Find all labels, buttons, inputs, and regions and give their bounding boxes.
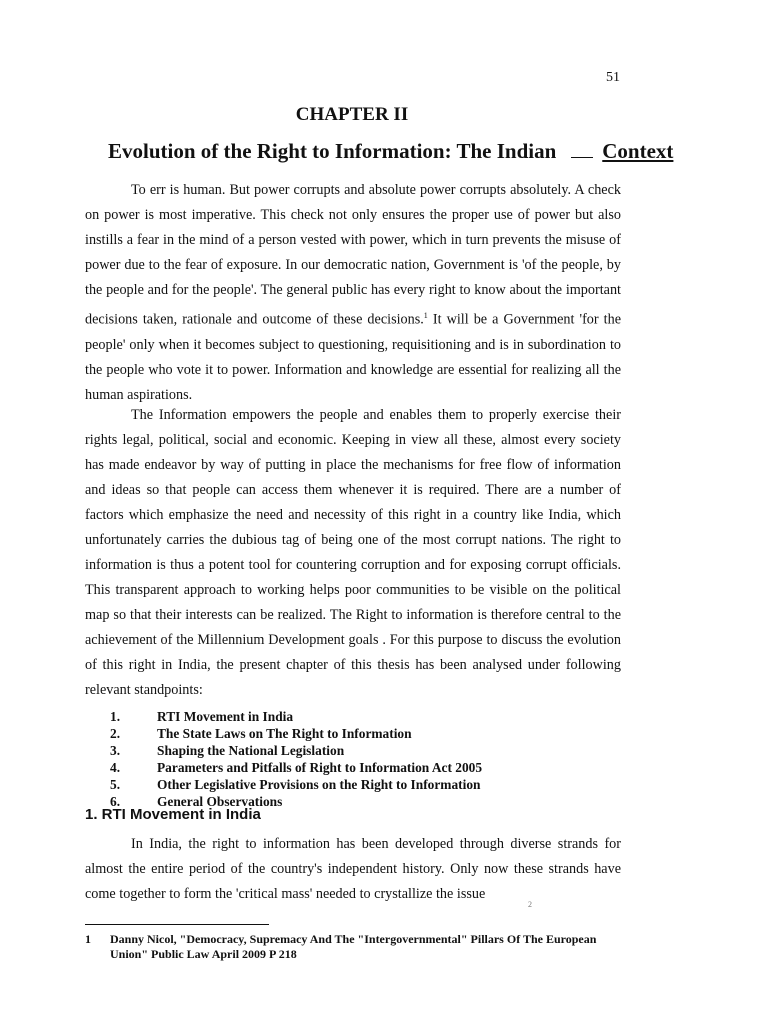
section-heading: 1. RTI Movement in India — [85, 806, 261, 823]
body-paragraph-1 — [85, 178, 621, 408]
list-item — [85, 725, 621, 742]
list-item — [85, 708, 621, 725]
list-item-number: 6. — [110, 794, 121, 809]
list-item-number: 5. — [110, 777, 121, 792]
list-item-text: RTI Movement in India — [157, 709, 294, 724]
list-item-text: The State Laws on The Right to Information — [157, 726, 412, 741]
page-number: 51 — [606, 70, 620, 85]
footnote-text: Danny Nicol, "Democracy, Supremacy And The "Intergovernmental" Pillars Of The European Union" Public Law April 2009 P 218 — [110, 932, 597, 961]
body-paragraph-2 — [85, 403, 621, 703]
list-item-number: 3. — [110, 743, 121, 758]
list-item-number: 2. — [110, 726, 121, 741]
list-item-number: 4. — [110, 760, 121, 775]
footnote-divider — [85, 924, 269, 925]
list-item — [85, 759, 621, 776]
chapter-title-main: Evolution of the Right to Information: The Indian — [108, 139, 557, 163]
list-item-text: Parameters and Pitfalls of Right to Information Act 2005 — [157, 760, 483, 775]
footnote-reference: 1 — [423, 311, 428, 320]
stray-mark: 2 — [528, 900, 532, 909]
list-item — [85, 776, 621, 793]
body-paragraph-3 — [85, 832, 621, 907]
standpoints-list — [85, 708, 621, 810]
list-item-number: 1. — [110, 709, 121, 724]
list-item — [85, 742, 621, 759]
list-item-text: Other Legislative Provisions on the Right to Information — [157, 777, 481, 792]
footnote-number: 1 — [85, 932, 91, 946]
paragraph-1-text-continued: It will be a Government 'for the people' only when it becomes subject to questioning, requisitioning and is in subordination to the people who vote it to power. Information and knowledge are essential for realizing all the human aspirations. — [85, 311, 622, 403]
paragraph-2-text: The Information empowers the people and enables them to properly exercise their rights legal, political, social and economic. Keeping in view all these, almost every society has made endeavor by way of putting in place the mechanisms for free flow of information and ideas so that people can access them whenever it is required. There are a number of factors which emphasize the need and necessity of this right in a country like India, which unfortunately carries the dubious tag of being one of the most corrupt nations. The right to information is thus a potent tool for countering corruption and for exposing corrupt officials. This transparent approach to working helps poor communities to be visible on the political map so that their interests can be realized. The Right to information is therefore central to the achievement of the Millennium Development goals . For this purpose to discuss the evolution of this right in India, the present chapter of this thesis has been analysed under following relevant standpoints: — [85, 407, 621, 698]
chapter-title-context: Context — [602, 139, 674, 163]
list-item-text: Shaping the National Legislation — [157, 743, 345, 758]
paragraph-3-text: In India, the right to information has been developed through diverse strands for almost the entire period of the country's independent history. Only now these strands have come together to form the 'critical mass' needed to crystallize the issue — [85, 836, 621, 902]
title-blank-underline — [571, 141, 593, 158]
footnote — [85, 932, 625, 962]
list-item-text: General Observations — [157, 794, 283, 809]
paragraph-1-text: To err is human. But power corrupts and absolute power corrupts absolutely. A check on power is most imperative. This check not only ensures the proper use of power but also instills a fear in the mind of a person vested with power, which in turn prevents the misuse of power due to the fear of exposure. In our democratic nation, Government is 'of the people, by the people and for the people'. The general public has every right to know about the important decisions taken, rationale and outcome of these decisions. — [85, 182, 621, 328]
chapter-title — [108, 139, 673, 164]
chapter-label: CHAPTER II — [295, 104, 409, 125]
